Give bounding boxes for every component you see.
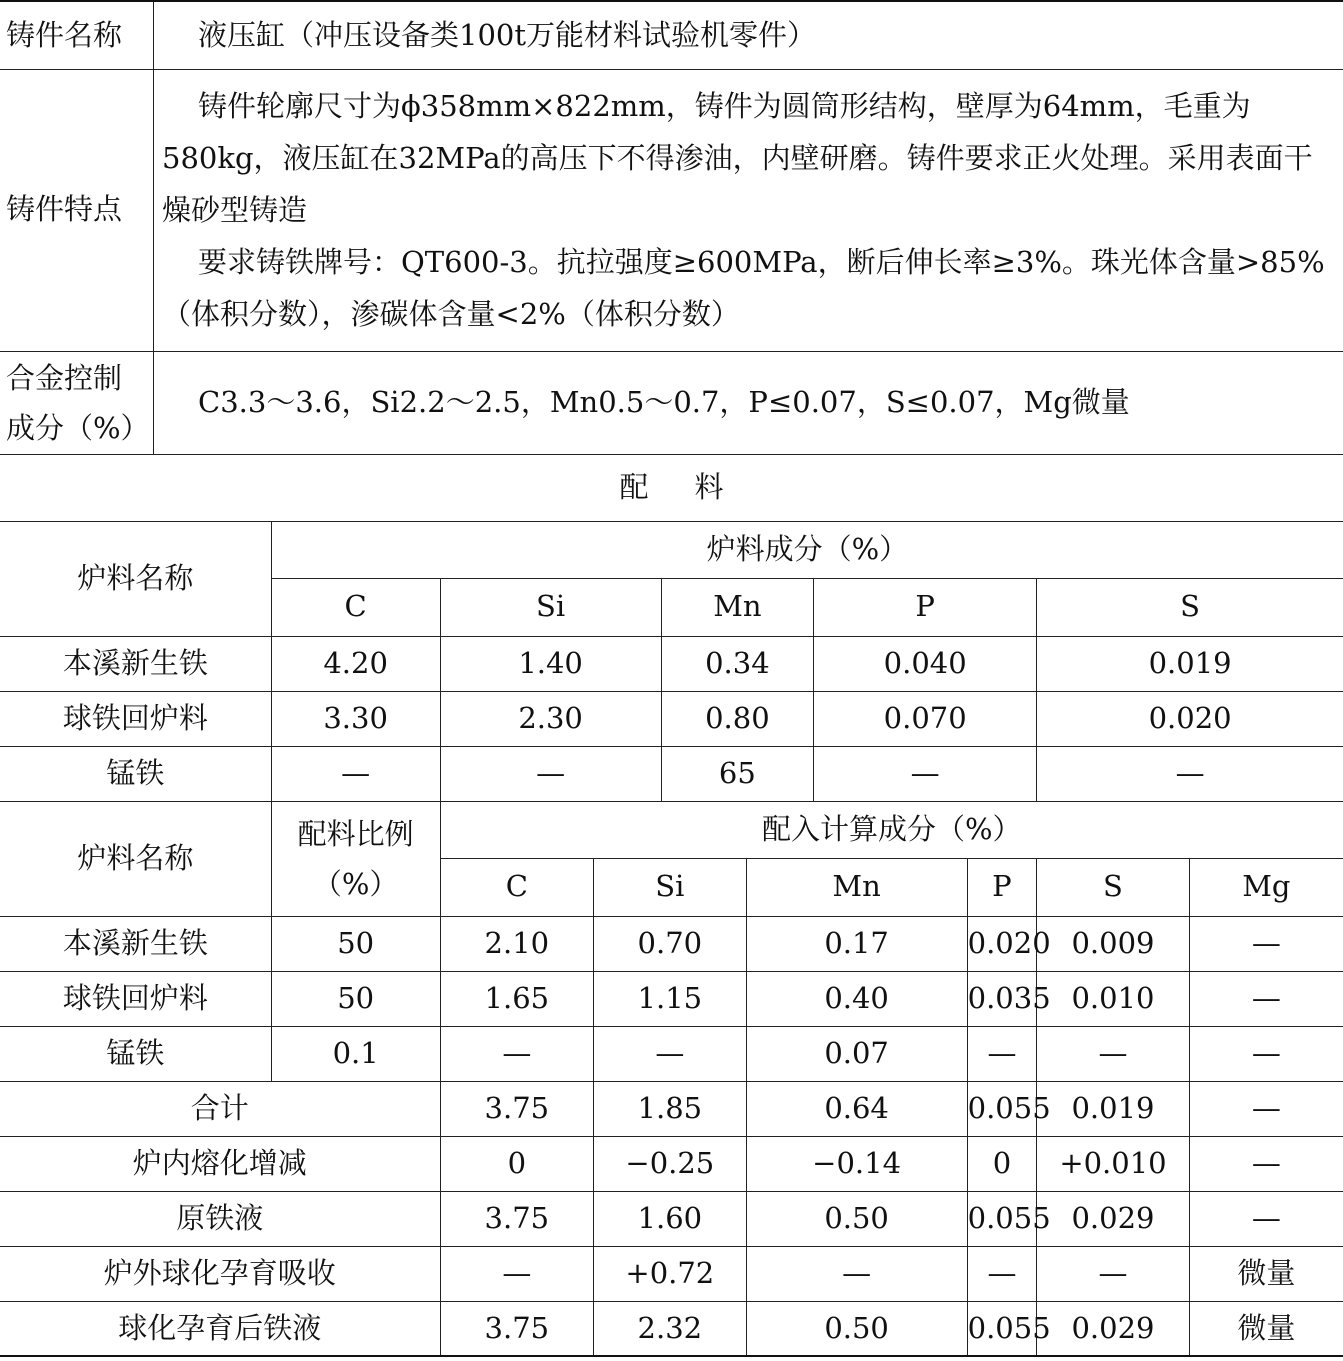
summary-value: 1.60 <box>594 1191 746 1246</box>
summary-row <box>0 1246 1343 1301</box>
calc-ratio: 50 <box>271 971 440 1026</box>
charge-value: 65 <box>661 746 813 801</box>
charge-element-header: P <box>814 578 1037 636</box>
calc-value: 0.010 <box>1037 971 1189 1026</box>
section-title-row <box>0 454 1343 521</box>
charge-comp-header: 炉料成分（%） <box>271 521 1343 578</box>
calc-ratio-header-line-2: （%） <box>312 866 399 901</box>
calc-value: 0.70 <box>594 916 746 971</box>
charge-element-header: S <box>1037 578 1343 636</box>
summary-row <box>0 1301 1343 1356</box>
summary-value: 0.029 <box>1037 1191 1189 1246</box>
calc-name-header: 炉料名称 <box>0 801 271 916</box>
summary-value: +0.72 <box>594 1246 746 1301</box>
summary-name: 炉内熔化增减 <box>0 1136 440 1191</box>
calc-value: 0.020 <box>967 916 1037 971</box>
charge-element-header: C <box>271 578 440 636</box>
casting-feature-value <box>154 69 1343 351</box>
calc-row <box>0 1026 1343 1081</box>
summary-value: +0.010 <box>1037 1136 1189 1191</box>
calc-ratio: 50 <box>271 916 440 971</box>
summary-value: — <box>1189 1191 1343 1246</box>
calc-element-header: Mg <box>1189 858 1343 916</box>
charge-row <box>0 691 1343 746</box>
calc-value: 0.035 <box>967 971 1037 1026</box>
charge-value: — <box>814 746 1037 801</box>
calc-value: — <box>1189 916 1343 971</box>
charge-element-header: Mn <box>661 578 813 636</box>
summary-value: 0.64 <box>746 1081 967 1136</box>
summary-name: 原铁液 <box>0 1191 440 1246</box>
summary-value: — <box>746 1246 967 1301</box>
calc-element-header: P <box>967 858 1037 916</box>
summary-value: 1.85 <box>594 1081 746 1136</box>
charge-value: 1.40 <box>440 636 661 691</box>
summary-value: 3.75 <box>440 1081 594 1136</box>
summary-value: 0.029 <box>1037 1301 1189 1356</box>
charge-value: 0.019 <box>1037 636 1343 691</box>
alloy-label <box>0 351 154 454</box>
summary-value: 3.75 <box>440 1191 594 1246</box>
summary-value: 微量 <box>1189 1246 1343 1301</box>
charge-header-row <box>0 521 1343 578</box>
summary-value: 0.055 <box>967 1081 1037 1136</box>
charge-material-name: 本溪新生铁 <box>0 636 271 691</box>
calc-comp-header: 配入计算成分（%） <box>440 801 1343 858</box>
summary-row <box>0 1081 1343 1136</box>
alloy-row <box>0 351 1343 454</box>
casting-name-label: 铸件名称 <box>0 1 154 69</box>
calc-value: 2.10 <box>440 916 594 971</box>
summary-value: 0.50 <box>746 1301 967 1356</box>
calc-header-row <box>0 801 1343 858</box>
summary-row <box>0 1136 1343 1191</box>
charge-value: 0.80 <box>661 691 813 746</box>
alloy-value: C3.3～3.6，Si2.2～2.5，Mn0.5～0.7，P≤0.07，S≤0.07，Mg微量 <box>154 351 1343 454</box>
calc-value: — <box>440 1026 594 1081</box>
summary-value: — <box>1189 1081 1343 1136</box>
summary-value: — <box>1189 1136 1343 1191</box>
charge-material-name: 锰铁 <box>0 746 271 801</box>
feature-paragraph-2: 要求铸铁牌号：QT600-3。抗拉强度≥600MPa，断后伸长率≥3%。珠光体含量>85%（体积分数），渗碳体含量<2%（体积分数） <box>162 245 1325 331</box>
summary-name: 球化孕育后铁液 <box>0 1301 440 1356</box>
calc-value: 0.07 <box>746 1026 967 1081</box>
calc-material-name: 球铁回炉料 <box>0 971 271 1026</box>
calc-value: — <box>1189 971 1343 1026</box>
summary-value: 3.75 <box>440 1301 594 1356</box>
summary-value: 0.055 <box>967 1301 1037 1356</box>
calc-value: 0.009 <box>1037 916 1189 971</box>
calc-row <box>0 971 1343 1026</box>
summary-value: 微量 <box>1189 1301 1343 1356</box>
charge-value: 0.020 <box>1037 691 1343 746</box>
charge-row <box>0 746 1343 801</box>
calc-row <box>0 916 1343 971</box>
summary-name: 炉外球化孕育吸收 <box>0 1246 440 1301</box>
charge-value: 4.20 <box>271 636 440 691</box>
charge-name-header: 炉料名称 <box>0 521 271 636</box>
summary-value: 0.50 <box>746 1191 967 1246</box>
calc-material-name: 锰铁 <box>0 1026 271 1081</box>
charge-value: 3.30 <box>271 691 440 746</box>
calc-value: 1.15 <box>594 971 746 1026</box>
calc-material-name: 本溪新生铁 <box>0 916 271 971</box>
calc-element-header: S <box>1037 858 1189 916</box>
charge-row <box>0 636 1343 691</box>
summary-value: 0 <box>967 1136 1037 1191</box>
summary-value: — <box>1037 1246 1189 1301</box>
alloy-label-line-1: 合金控制 <box>6 360 123 395</box>
calc-value: — <box>594 1026 746 1081</box>
casting-feature-row <box>0 69 1343 351</box>
summary-value: 0.019 <box>1037 1081 1189 1136</box>
calc-ratio-header <box>271 801 440 916</box>
charge-value: 0.070 <box>814 691 1037 746</box>
feature-paragraph-1: 铸件轮廓尺寸为ϕ358mm×822mm，铸件为圆筒形结构，壁厚为64mm，毛重为580kg，液压缸在32MPa的高压下不得渗油，内壁研磨。铸件要求正火处理。采用表面干燥砂型铸造 <box>162 89 1313 227</box>
charge-element-header: Si <box>440 578 661 636</box>
charge-value: 2.30 <box>440 691 661 746</box>
calc-element-header: C <box>440 858 594 916</box>
summary-value: 0 <box>440 1136 594 1191</box>
calc-value: 1.65 <box>440 971 594 1026</box>
summary-value: — <box>967 1246 1037 1301</box>
summary-value: 0.055 <box>967 1191 1037 1246</box>
section-title: 配料 <box>0 454 1343 521</box>
summary-value: −0.14 <box>746 1136 967 1191</box>
calc-ratio: 0.1 <box>271 1026 440 1081</box>
alloy-label-line-2: 成分（%） <box>6 410 150 445</box>
summary-row <box>0 1191 1343 1246</box>
summary-value: −0.25 <box>594 1136 746 1191</box>
calc-value: — <box>967 1026 1037 1081</box>
calc-value: — <box>1189 1026 1343 1081</box>
charge-value: — <box>271 746 440 801</box>
charge-value: — <box>1037 746 1343 801</box>
charge-value: 0.040 <box>814 636 1037 691</box>
casting-name-row <box>0 1 1343 69</box>
calc-value: — <box>1037 1026 1189 1081</box>
summary-value: 2.32 <box>594 1301 746 1356</box>
casting-name-value: 液压缸（冲压设备类100t万能材料试验机零件） <box>154 1 1343 69</box>
charge-value: — <box>440 746 661 801</box>
charge-value: 0.34 <box>661 636 813 691</box>
calc-ratio-header-line-1: 配料比例 <box>297 816 414 851</box>
calc-value: 0.40 <box>746 971 967 1026</box>
casting-feature-label: 铸件特点 <box>0 69 154 351</box>
summary-value: — <box>440 1246 594 1301</box>
calc-element-header: Si <box>594 858 746 916</box>
summary-name: 合计 <box>0 1081 440 1136</box>
charge-material-name: 球铁回炉料 <box>0 691 271 746</box>
calc-value: 0.17 <box>746 916 967 971</box>
calc-element-header: Mn <box>746 858 967 916</box>
